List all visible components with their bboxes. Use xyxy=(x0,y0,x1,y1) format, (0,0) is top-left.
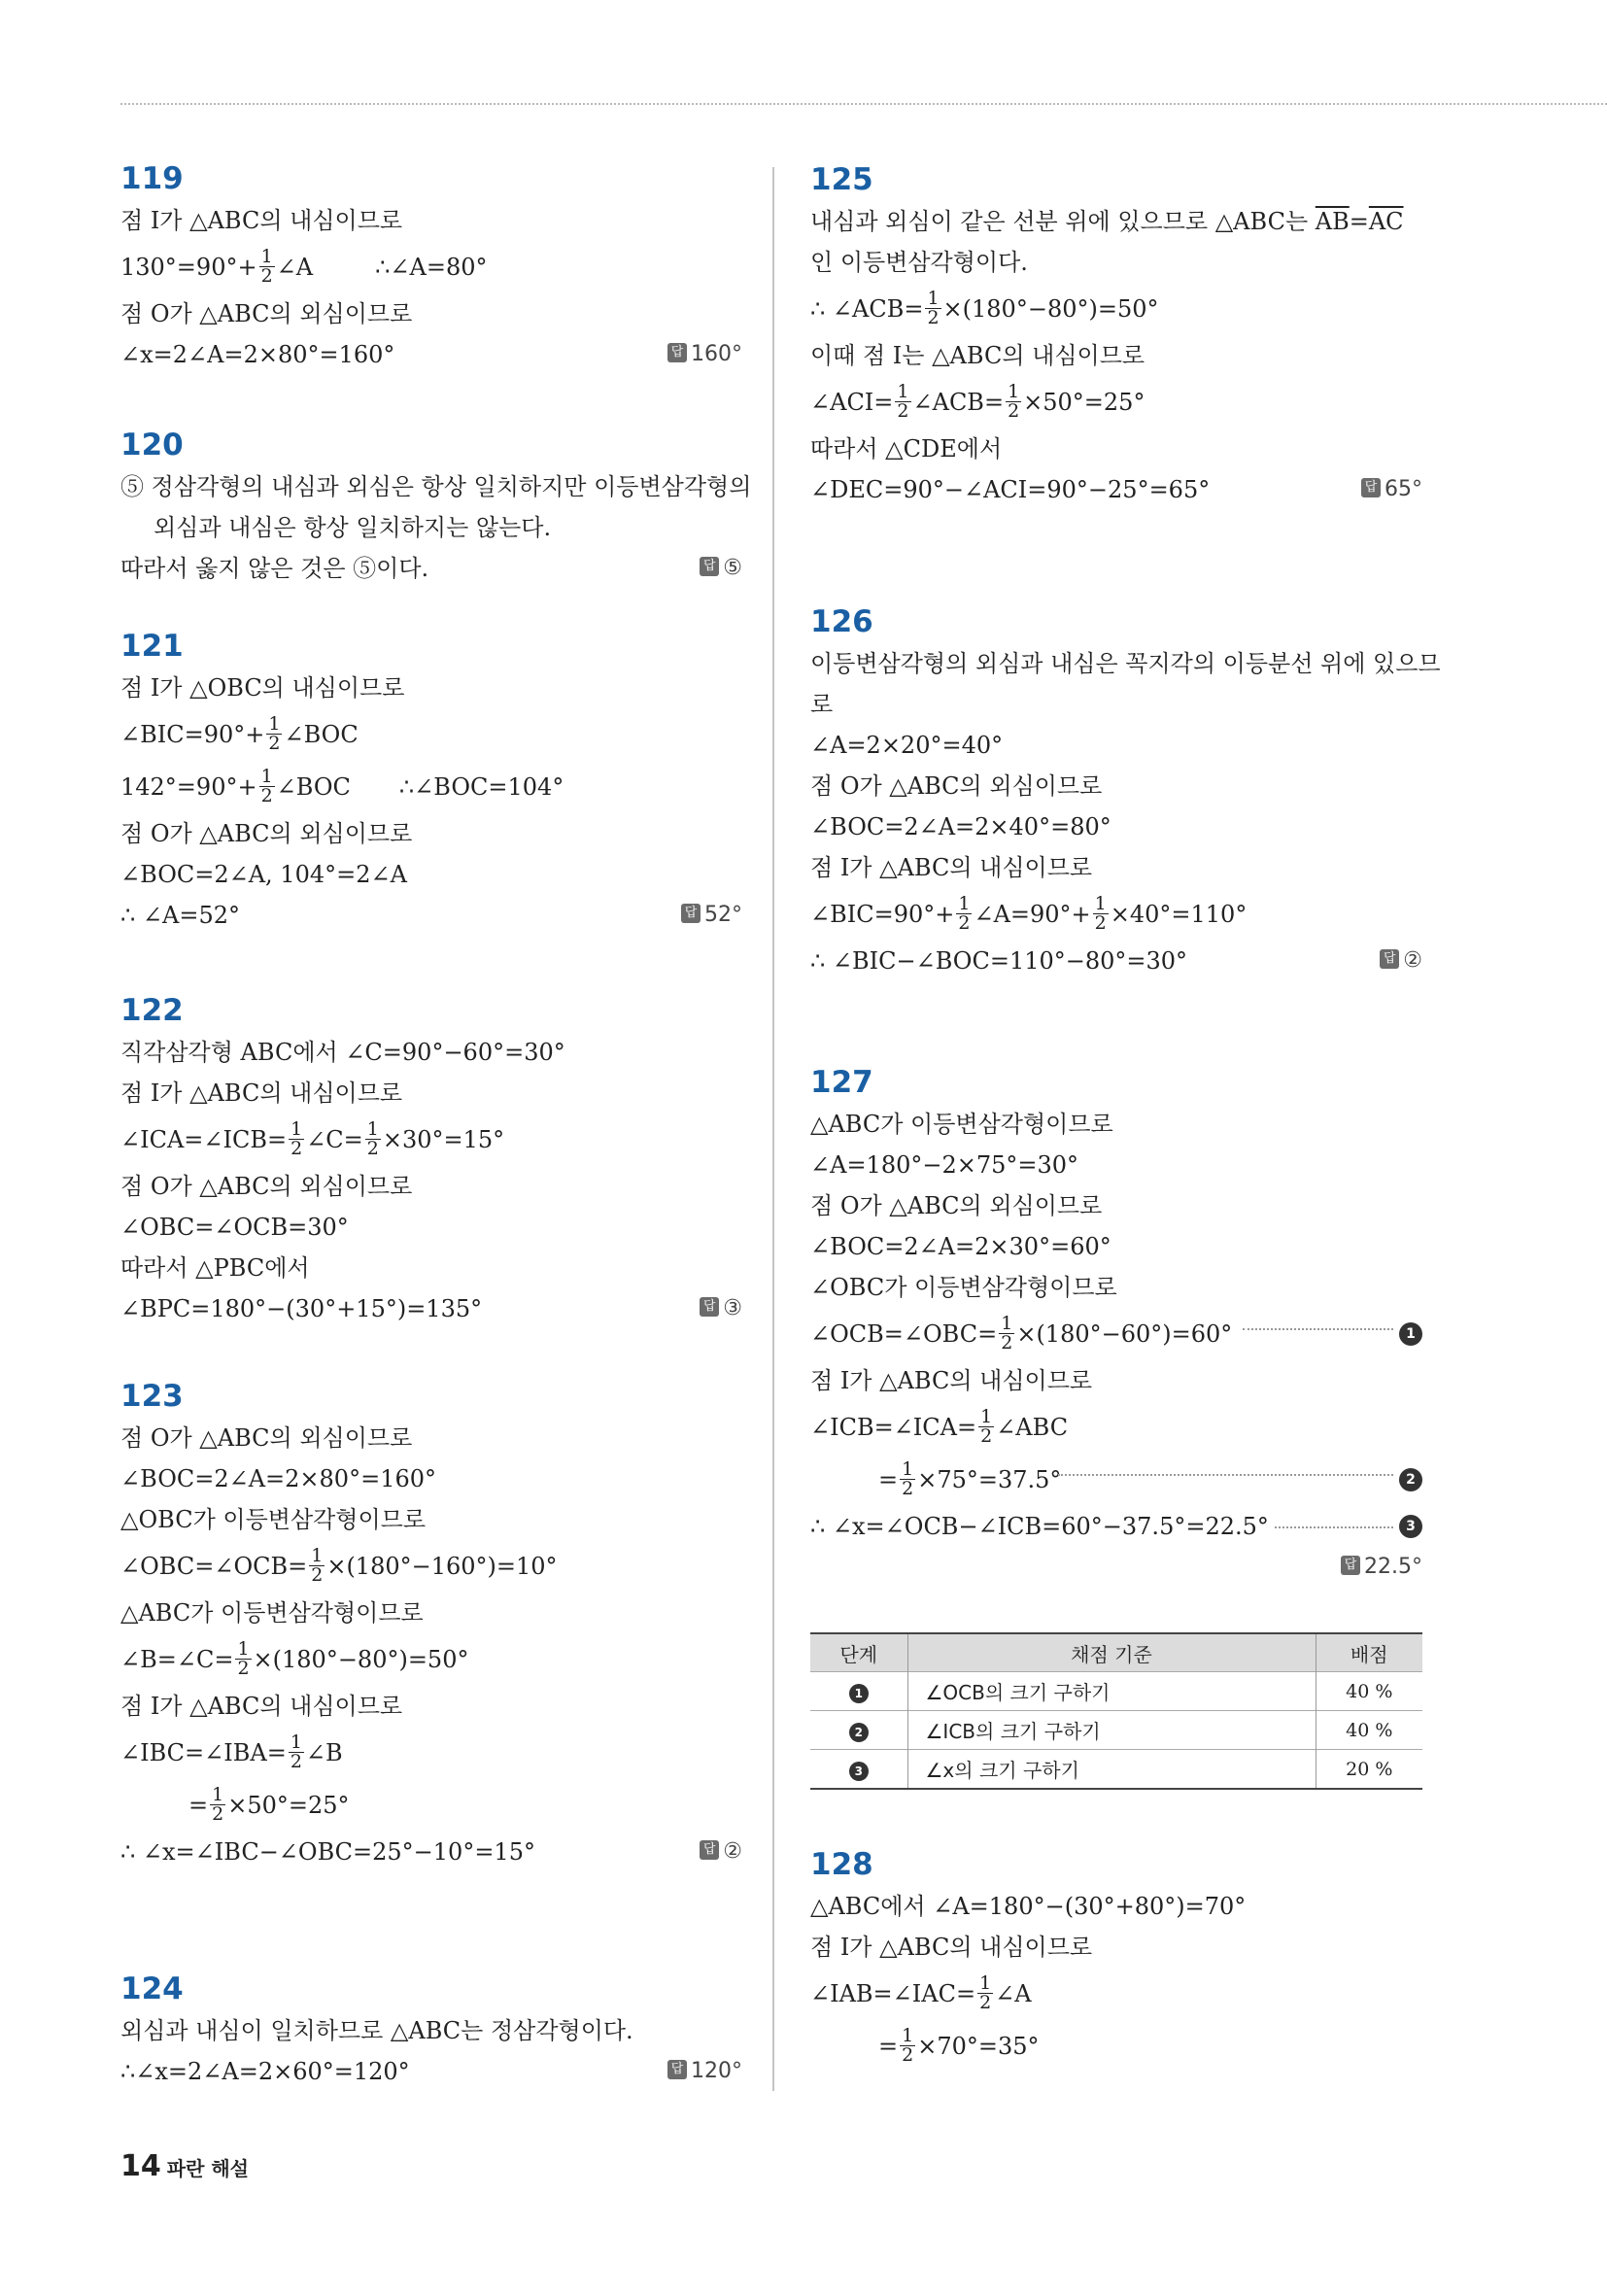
answer-icon: 답 xyxy=(1380,949,1399,969)
solution-line: 점 O가 △ABC의 외심이므로 xyxy=(120,300,413,327)
solution-line: ∴ ∠x=∠IBC−∠OBC=25°−10°=15° 답 ② xyxy=(120,1832,742,1872)
answer-label: 답 65° xyxy=(1361,469,1422,510)
solution-line: ∠ICA=∠ICB= $\frac{1}{2}$ ∠C= $\frac{1}{2}$ ×30°=15° xyxy=(120,1118,505,1159)
solution-line: ∠BOC=2∠A, 104°=2∠A xyxy=(120,861,407,888)
step-mark-1: 1 xyxy=(1399,1322,1422,1346)
fraction-half: $\frac{1}{2}$ xyxy=(237,1638,250,1679)
solution-line: 외심과 내심이 일치하므로 △ABC는 정삼각형이다. xyxy=(120,2017,633,2044)
problem-124 xyxy=(120,1968,742,2092)
step-mark: 3 xyxy=(849,1762,869,1781)
answer-icon: 답 xyxy=(667,343,687,362)
answer-label: 답 ② xyxy=(700,1832,742,1872)
solution-line: ∴ ∠BIC−∠BOC=110°−80°=30° 답 ② xyxy=(810,941,1422,981)
answer-label: 답 ⑤ xyxy=(700,548,742,589)
solution-line: ∠ICB=∠ICA= $\frac{1}{2}$ ∠ABC xyxy=(810,1406,1069,1447)
solution-line: 점 O가 △ABC의 외심이므로 xyxy=(810,1192,1103,1219)
solution-line: 이등변삼각형의 외심과 내심은 꼭지각의 이등분선 위에 있으므 xyxy=(810,650,1441,677)
solution-line: ∠B=∠C= $\frac{1}{2}$ ×(180°−80°)=50° xyxy=(120,1638,469,1679)
solution-line: ∠IBC=∠IBA= $\frac{1}{2}$ ∠B xyxy=(120,1731,343,1772)
answer-label: 답 52° xyxy=(681,895,742,936)
solution-line: ∠A=2×20°=40° xyxy=(810,732,1004,759)
solution-line: 이때 점 I는 △ABC의 내심이므로 xyxy=(810,342,1145,369)
table-row xyxy=(810,1750,1422,1790)
problem-128 xyxy=(810,1843,1422,2073)
answer-label: 답 160° xyxy=(667,334,742,375)
problem-121 xyxy=(120,625,742,936)
solution-line: 점 I가 △ABC의 내심이므로 xyxy=(810,854,1093,881)
scoring-table xyxy=(810,1632,1422,1790)
fraction-half: $\frac{1}{2}$ xyxy=(366,1118,379,1159)
solution-line: ∠ACI= $\frac{1}{2}$ ∠ACB= $\frac{1}{2}$ ×50°=25° xyxy=(810,381,1145,422)
answer-icon: 답 xyxy=(1341,1556,1360,1575)
answer-label: 답 22.5° xyxy=(1341,1547,1422,1588)
problem-120 xyxy=(120,424,752,589)
fraction-half: $\frac{1}{2}$ xyxy=(958,893,971,934)
solution-line: = $\frac{1}{2}$ ×75°=37.5° 2 xyxy=(810,1454,1422,1506)
solution-line: ∠OBC=∠OCB= $\frac{1}{2}$ ×(180°−160°)=10° xyxy=(120,1545,558,1586)
answer-label: 답 120° xyxy=(667,2051,742,2092)
solution-line: 직각삼각형 ABC에서 ∠C=90°−60°=30° xyxy=(120,1039,565,1066)
problem-number: 120 xyxy=(120,428,184,463)
page-footer xyxy=(120,2149,249,2183)
header-step: 단계 xyxy=(810,1633,907,1672)
answer-label: 답 ② xyxy=(1380,941,1422,981)
criterion-cell: ∠ICB의 크기 구하기 xyxy=(907,1711,1316,1750)
problem-number: 125 xyxy=(810,162,873,197)
solution-line: 인 이등변삼각형이다. xyxy=(810,249,1028,276)
solution-line: ∠DEC=90°−∠ACI=90°−25°=65° 답 65° xyxy=(810,469,1422,510)
answer-icon: 답 xyxy=(1361,478,1381,497)
solution-line: ∠IAB=∠IAC= $\frac{1}{2}$ ∠A xyxy=(810,1972,1032,2013)
solution-line: △ABC가 이등변삼각형이므로 xyxy=(810,1111,1113,1138)
criterion-cell: ∠OCB의 크기 구하기 xyxy=(907,1672,1316,1711)
problem-125 xyxy=(810,158,1422,510)
solution-line: ⑤ 정삼각형의 내심과 외심은 항상 일치하지만 이등변삼각형의 xyxy=(120,473,752,500)
solution-line: ∠OCB=∠OBC= $\frac{1}{2}$ ×(180°−60°)=60° 1 xyxy=(810,1308,1422,1360)
solution-line: ∠OBC가 이등변삼각형이므로 xyxy=(810,1274,1117,1301)
solution-line: 점 I가 △ABC의 내심이므로 xyxy=(810,1934,1093,1961)
solution-line: 따라서 △PBC에서 xyxy=(120,1254,310,1282)
solution-line: 점 I가 △ABC의 내심이므로 xyxy=(120,1079,403,1107)
solution-line: ∠A=180°−2×75°=30° xyxy=(810,1151,1079,1179)
solution-line: 따라서 옳지 않은 것은 ⑤이다. 답 ⑤ xyxy=(120,548,742,589)
segment-ac: $\overline{AC}$ xyxy=(1368,208,1404,235)
fraction-half: $\frac{1}{2}$ xyxy=(290,1731,302,1772)
fraction-half: $\frac{1}{2}$ xyxy=(268,713,281,754)
fraction-half: $\frac{1}{2}$ xyxy=(291,1118,303,1159)
problem-number: 124 xyxy=(120,1971,184,2006)
problem-number: 127 xyxy=(810,1065,873,1100)
problem-122 xyxy=(120,989,742,1329)
solution-line: ∠BPC=180°−(30°+15°)=135° 답 ③ xyxy=(120,1288,742,1329)
solution-line: ∠BOC=2∠A=2×40°=80° xyxy=(810,813,1111,840)
solution-line: ∠BOC=2∠A=2×30°=60° xyxy=(810,1233,1111,1260)
problem-126 xyxy=(810,600,1441,981)
points-cell: 40 % xyxy=(1316,1711,1422,1750)
solution-line: ∴∠x=2∠A=2×60°=120° 답 120° xyxy=(120,2051,742,2092)
fraction-half: $\frac{1}{2}$ xyxy=(260,246,273,287)
step-mark: 1 xyxy=(849,1684,869,1703)
step-mark: 2 xyxy=(849,1723,869,1742)
solution-line: ∠BOC=2∠A=2×80°=160° xyxy=(120,1465,436,1492)
solution-line: 점 I가 △ABC의 내심이므로 xyxy=(120,207,403,234)
top-dotted-rule xyxy=(120,103,1607,105)
solution-line: △OBC가 이등변삼각형이므로 xyxy=(120,1506,427,1533)
solution-line: 점 I가 △OBC의 내심이므로 xyxy=(120,674,405,702)
page-number: 14 xyxy=(120,2149,161,2183)
solution-line: 점 O가 △ABC의 외심이므로 xyxy=(810,772,1103,800)
problem-number: 119 xyxy=(120,161,184,196)
table-row xyxy=(810,1672,1422,1711)
fraction-half: $\frac{1}{2}$ xyxy=(1001,1313,1013,1354)
answer-icon: 답 xyxy=(667,2060,687,2079)
problem-number: 126 xyxy=(810,604,873,639)
fraction-half: $\frac{1}{2}$ xyxy=(1094,893,1107,934)
column-divider xyxy=(772,167,774,2091)
header-points: 배점 xyxy=(1316,1633,1422,1672)
solution-line: ∴ ∠A=52° 답 52° xyxy=(120,895,742,936)
solution-line: ∠x=2∠A=2×80°=160° 답 160° xyxy=(120,334,742,375)
fraction-half: $\frac{1}{2}$ xyxy=(902,1458,914,1499)
fraction-half: $\frac{1}{2}$ xyxy=(979,1972,992,2013)
solution-line: 로 xyxy=(810,691,834,718)
fraction-half: $\frac{1}{2}$ xyxy=(897,381,909,422)
fraction-half: $\frac{1}{2}$ xyxy=(980,1406,993,1447)
dotted-leader xyxy=(1243,1328,1393,1330)
step-mark-2: 2 xyxy=(1399,1468,1422,1491)
problem-number: 123 xyxy=(120,1379,184,1414)
solution-line: = $\frac{1}{2}$ ×50°=25° xyxy=(188,1784,350,1825)
solution-line: 점 O가 △ABC의 외심이므로 xyxy=(120,1173,413,1200)
solution-line: ∴ ∠ACB= $\frac{1}{2}$ ×(180°−80°)=50° xyxy=(810,288,1159,328)
answer-label: 답 ③ xyxy=(700,1288,742,1329)
solution-line: 외심과 내심은 항상 일치하지는 않는다. xyxy=(154,514,552,541)
solution-line: ∠BIC=90°+ $\frac{1}{2}$ ∠A=90°+ $\frac{1}{2}$ ×40°=110° xyxy=(810,893,1248,934)
table-header-row xyxy=(810,1633,1422,1672)
problem-number: 121 xyxy=(120,629,184,664)
answer-icon: 답 xyxy=(700,1840,719,1860)
solution-line: 점 O가 △ABC의 외심이므로 xyxy=(120,1424,413,1452)
problem-123 xyxy=(120,1375,742,1872)
criterion-cell: ∠x의 크기 구하기 xyxy=(907,1750,1316,1790)
fraction-half: $\frac{1}{2}$ xyxy=(927,288,940,328)
solution-line: ∴ ∠x=∠OCB−∠ICB=60°−37.5°=22.5° 3 xyxy=(810,1506,1422,1547)
fraction-half: $\frac{1}{2}$ xyxy=(212,1784,224,1825)
points-cell: 40 % xyxy=(1316,1672,1422,1711)
step-mark-3: 3 xyxy=(1399,1515,1422,1538)
table-row xyxy=(810,1711,1422,1750)
problem-number: 128 xyxy=(810,1847,873,1882)
header-criterion: 채점 기준 xyxy=(907,1633,1316,1672)
fraction-half: $\frac{1}{2}$ xyxy=(311,1545,324,1586)
solution-line: ∠BIC=90°+ $\frac{1}{2}$ ∠BOC xyxy=(120,713,359,754)
solution-line: 내심과 외심이 같은 선분 위에 있으므로 △ABC는 $\overline{AB}=\overline{AC}$ xyxy=(810,208,1404,235)
problem-127 xyxy=(810,1061,1422,1579)
solution-line: = $\frac{1}{2}$ ×70°=35° xyxy=(878,2025,1040,2066)
answer-icon: 답 xyxy=(700,1297,719,1317)
solution-line: 130°=90°+ $\frac{1}{2}$ ∠A ∴∠A=80° xyxy=(120,246,488,287)
solution-line: 점 I가 △ABC의 내심이므로 xyxy=(120,1693,403,1720)
book-section-title: 파란 해설 xyxy=(166,2157,249,2180)
solution-line: ∠OBC=∠OCB=30° xyxy=(120,1214,349,1241)
solution-line: 점 I가 △ABC의 내심이므로 xyxy=(810,1367,1093,1394)
problem-119 xyxy=(120,157,742,375)
solution-line: △ABC에서 ∠A=180°−(30°+80°)=70° xyxy=(810,1893,1247,1920)
answer-icon: 답 xyxy=(700,557,719,576)
points-cell: 20 % xyxy=(1316,1750,1422,1790)
solution-line: 따라서 △CDE에서 xyxy=(810,435,1003,463)
segment-ab: $\overline{AB}$ xyxy=(1315,208,1350,235)
fraction-half: $\frac{1}{2}$ xyxy=(1008,381,1020,422)
fraction-half: $\frac{1}{2}$ xyxy=(260,766,273,806)
problem-number: 122 xyxy=(120,993,184,1028)
solution-line: 점 O가 △ABC의 외심이므로 xyxy=(120,820,413,847)
dotted-leader xyxy=(1275,1526,1393,1528)
fraction-half: $\frac{1}{2}$ xyxy=(902,2025,914,2066)
answer-icon: 답 xyxy=(681,904,701,923)
solution-line: △ABC가 이등변삼각형이므로 xyxy=(120,1599,424,1627)
dotted-leader xyxy=(1058,1474,1393,1476)
solution-line: 142°=90°+ $\frac{1}{2}$ ∠BOC ∴∠BOC=104° xyxy=(120,766,564,806)
